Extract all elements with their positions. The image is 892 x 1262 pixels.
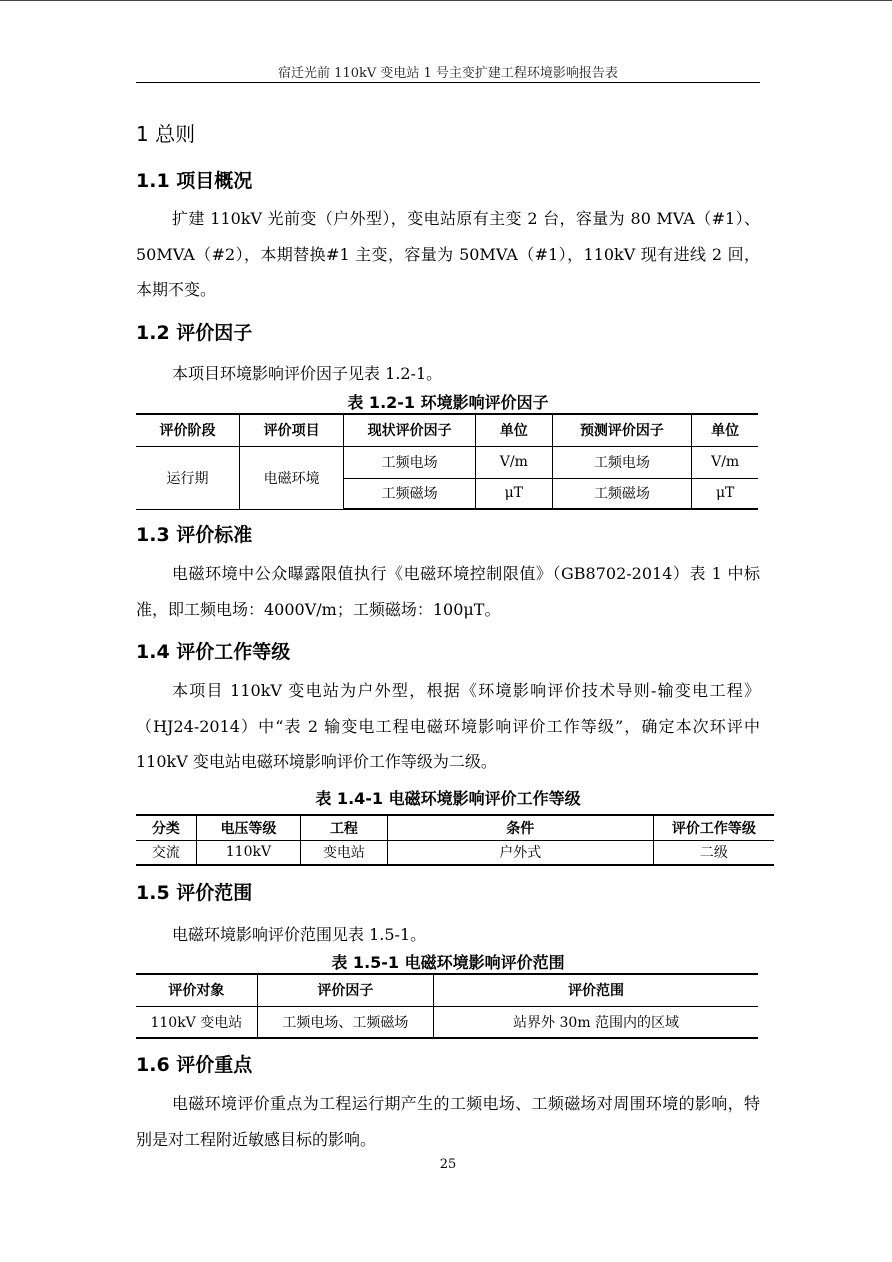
section-1-1-paragraph: 扩建 110kV 光前变（户外型），变电站原有主变 2 台，容量为 80 MVA（#1）、50MVA（#2），本期替换#1 主变，容量为 50MVA（#1），110kV 现有进线 2 回，本期不变。 <box>136 209 760 299</box>
section-1-2-paragraph: 本项目环境影响评价因子见表 1.2-1。 <box>172 364 443 383</box>
table-cell: 工频电场 <box>552 446 692 478</box>
section-1-3-title: 1.3 评价标准 <box>136 524 253 546</box>
table-cell: 工频电场、工频磁场 <box>257 1006 433 1038</box>
table-header-cell: 工程 <box>301 815 387 840</box>
table-cell-item: 电磁环境 <box>240 446 344 509</box>
table-header-cell: 预测评价因子 <box>552 414 692 446</box>
table-1-5-1 <box>136 973 758 1039</box>
table-header-cell: 评价工作等级 <box>653 815 774 840</box>
header-rule <box>136 82 760 83</box>
table-header-cell: 评价对象 <box>136 974 257 1006</box>
section-1-4-title: 1.4 评价工作等级 <box>136 641 291 663</box>
table-cell-stage: 运行期 <box>136 446 240 509</box>
table-cell: V/m <box>476 446 553 478</box>
section-1-3-paragraph: 电磁环境中公众曝露限值执行《电磁环境控制限值》（GB8702-2014）表 1 中标准，即工频电场：4000V/m；工频磁场：100μT。 <box>136 564 760 619</box>
section-1-6-title: 1.6 评价重点 <box>136 1054 253 1076</box>
table-cell: 工频电场 <box>344 446 476 478</box>
table-1-2-1 <box>136 413 758 510</box>
page-number: 25 <box>439 1157 457 1172</box>
table-header-cell: 电压等级 <box>196 815 301 840</box>
table-cell: 二级 <box>653 840 774 865</box>
table-1-2-1-caption: 表 1.2-1 环境影响评价因子 <box>347 393 549 412</box>
table-header-cell: 单位 <box>476 414 553 446</box>
table-cell: V/m <box>692 446 758 478</box>
table-cell: 变电站 <box>301 840 387 865</box>
table-cell: 交流 <box>136 840 196 865</box>
section-1-1-title: 1.1 项目概况 <box>136 170 253 192</box>
page-top-border <box>0 0 892 1</box>
table-header-cell: 单位 <box>692 414 758 446</box>
section-1-2-title: 1.2 评价因子 <box>136 322 253 344</box>
table-header-cell: 评价阶段 <box>136 414 240 446</box>
table-header-cell: 分类 <box>136 815 196 840</box>
table-1-4-1-caption: 表 1.4-1 电磁环境影响评价工作等级 <box>315 789 581 808</box>
table-header-cell: 评价项目 <box>240 414 344 446</box>
section-1-5-title: 1.5 评价范围 <box>136 882 253 904</box>
table-1-4-1 <box>136 814 774 866</box>
table-header-cell: 条件 <box>387 815 653 840</box>
table-header-cell: 评价范围 <box>434 974 758 1006</box>
table-header-cell: 评价因子 <box>257 974 433 1006</box>
table-cell: 站界外 30m 范围内的区域 <box>434 1006 758 1038</box>
section-1-6-paragraph: 电磁环境评价重点为工程运行期产生的工频电场、工频磁场对周围环境的影响，特别是对工程附近敏感目标的影响。 <box>136 1094 760 1149</box>
table-cell: μT <box>476 478 553 509</box>
section-1-4-paragraph: 本项目 110kV 变电站为户外型，根据《环境影响评价技术导则-输变电工程》（HJ24-2014）中“表 2 输变电工程电磁环境影响评价工作等级”，确定本次环评中 110kV 变电站电磁环境影响评价工作等级为二级。 <box>136 681 760 771</box>
table-cell: 110kV <box>196 840 301 865</box>
section-1-5-paragraph: 电磁环境影响评价范围见表 1.5-1。 <box>172 925 427 944</box>
chapter-title: 1 总则 <box>136 122 196 146</box>
table-cell: μT <box>692 478 758 509</box>
table-cell: 110kV 变电站 <box>136 1006 257 1038</box>
running-header: 宿迁光前 110kV 变电站 1 号主变扩建工程环境影响报告表 <box>278 66 618 81</box>
table-header-cell: 现状评价因子 <box>344 414 476 446</box>
table-cell: 工频磁场 <box>552 478 692 509</box>
table-cell: 户外式 <box>387 840 653 865</box>
table-cell: 工频磁场 <box>344 478 476 509</box>
table-1-5-1-caption: 表 1.5-1 电磁环境影响评价范围 <box>331 953 565 972</box>
